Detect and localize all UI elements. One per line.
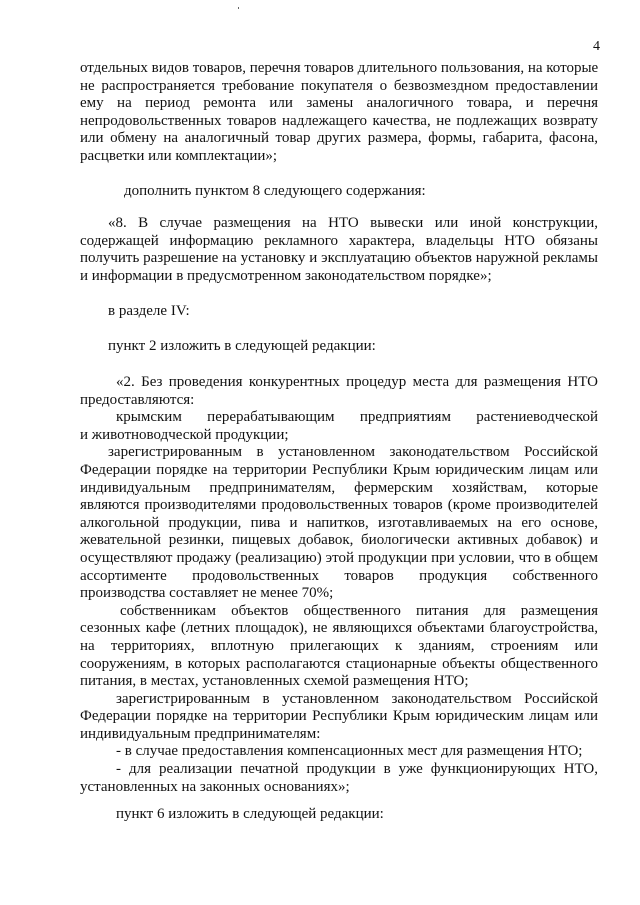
text-line: осуществляют продажу (реализацию) этой продукции при условии, что в общем bbox=[80, 549, 598, 566]
text-line: Федерации порядке на территории Республики Крым юридическим лицам или bbox=[80, 461, 598, 478]
text-line: сезонных кафе (летних площадок), не являющихся объектами благоустройства, bbox=[80, 620, 598, 637]
text-line: алкогольной продукции, пива и напитков, изготавливаемых на его основе, bbox=[80, 514, 598, 531]
text-line: пункт 2 изложить в следующей редакции: bbox=[108, 338, 376, 354]
text-line: пункт 6 изложить в следующей редакции: bbox=[116, 806, 384, 822]
page-number: 4 bbox=[593, 39, 600, 54]
paragraph-section-iv bbox=[80, 303, 598, 321]
text-line: дополнить пунктом 8 следующего содержания: bbox=[124, 183, 426, 199]
text-line: собственникам объектов общественного питания для размещения bbox=[120, 602, 598, 619]
text-line: зарегистрированным в установленном законодательством Российской bbox=[116, 690, 598, 707]
text-line: или обмену на аналогичный товар других размера, формы, габарита, фасона, bbox=[80, 130, 598, 147]
text-line: - для реализации печатной продукции в уже функционирующих НТО, bbox=[116, 761, 598, 778]
text-line: производства составляет не менее 70%; bbox=[80, 585, 334, 602]
scan-mark bbox=[238, 7, 239, 9]
text-line: жевательной резинки, пищевых добавок, биологически активных добавок) и bbox=[80, 532, 598, 549]
text-line: предоставляются: bbox=[80, 391, 195, 408]
text-line: не распространяется требование покупателя о безвозмездном предоставлении bbox=[80, 77, 598, 94]
paragraph-item2 bbox=[80, 374, 598, 796]
text-line: отдельных видов товаров, перечня товаров длительного пользования, на которые bbox=[80, 60, 599, 76]
text-line: «2. Без проведения конкурентных процедур места для размещения НТО bbox=[116, 374, 598, 390]
text-line: - в случае предоставления компенсационных мест для размещения НТО; bbox=[116, 743, 583, 760]
text-line: непродовольственных товаров надлежащего качества, не подлежащих возврату bbox=[80, 112, 598, 129]
text-line: установленных на законных основаниях»; bbox=[80, 778, 350, 795]
paragraph-item2-heading bbox=[80, 338, 598, 356]
text-line: «8. В случае размещения на НТО вывески или иной конструкции, bbox=[108, 215, 598, 231]
text-line: на территориях, вплотную прилегающих к зданиям, строениям или bbox=[80, 637, 598, 654]
text-line: ассортименте продовольственных товаров продукция собственного bbox=[80, 567, 598, 584]
text-line: индивидуальным предпринимателям, фермерским хозяйствам, которые bbox=[80, 479, 598, 496]
text-line: крымским перерабатывающим предприятиям растениеводческой bbox=[116, 409, 598, 426]
text-line: являются производителями продовольственных товаров (кроме производителей bbox=[80, 497, 598, 514]
paragraph-continuation bbox=[80, 60, 598, 166]
text-line: зарегистрированным в установленном законодательством Российской bbox=[108, 444, 598, 461]
paragraph-item8 bbox=[80, 215, 598, 285]
text-line: индивидуальным предпринимателям: bbox=[80, 725, 321, 742]
text-line: содержащей информацию рекламного характера, владельцы НТО обязаны bbox=[80, 232, 598, 249]
text-line: Федерации порядке на территории Республики Крым юридическим лицам или bbox=[80, 708, 598, 725]
text-line: сооружениям, в которых располагаются стационарные объекты общественного bbox=[80, 655, 598, 672]
text-line: и информации в предусмотренном законодательством порядке»; bbox=[80, 267, 492, 284]
text-line: получить разрешение на установку и эксплуатацию объектов наружной рекламы bbox=[80, 250, 598, 267]
text-line: питания, в местах, установленных схемой размещения НТО; bbox=[80, 673, 469, 690]
text-line: в разделе IV: bbox=[108, 303, 190, 319]
paragraph-item6-heading bbox=[80, 806, 598, 824]
text-line: ему на период ремонта или замены аналогичного товара, и перечня bbox=[80, 95, 598, 112]
text-line: расцветки или комплектации»; bbox=[80, 147, 278, 164]
text-line: и животноводческой продукции; bbox=[80, 426, 289, 443]
paragraph-add-item8 bbox=[80, 183, 598, 201]
